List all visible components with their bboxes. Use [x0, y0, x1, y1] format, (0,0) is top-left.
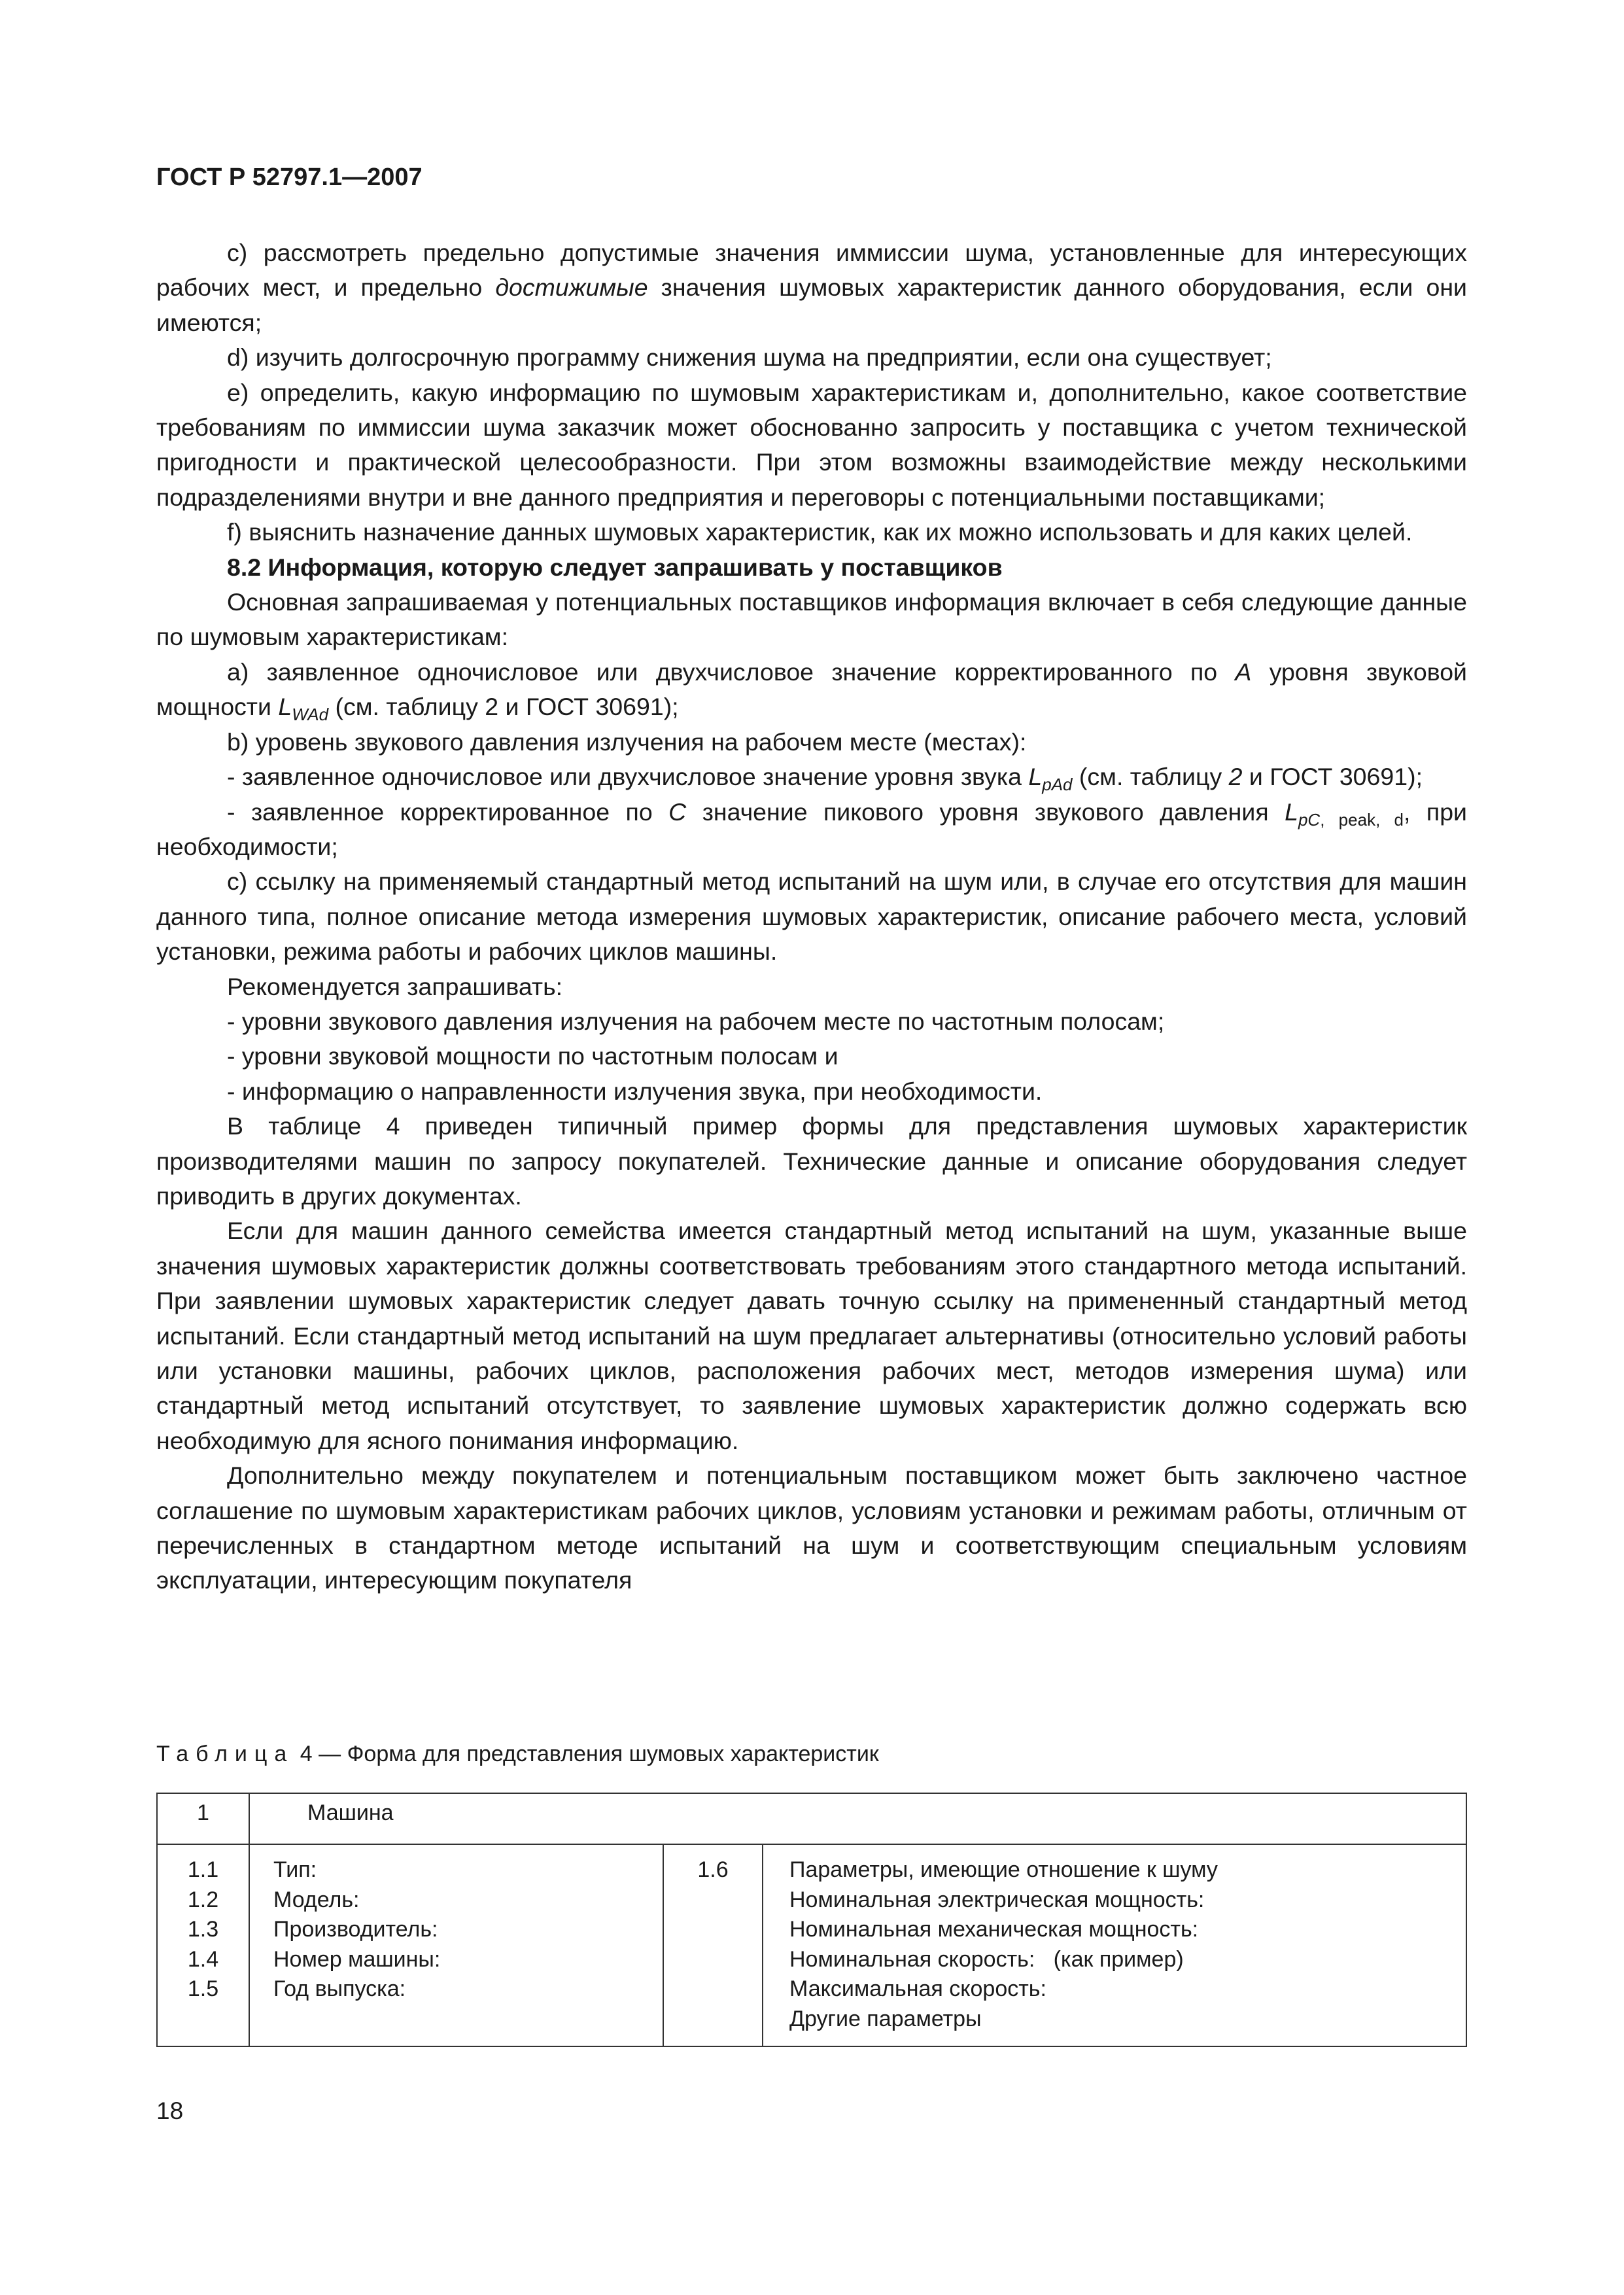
text-span: значение пикового уровня звукового давления [686, 797, 1285, 826]
field-label: Производитель: [273, 1917, 438, 1942]
row-number: 1.4 [187, 1946, 219, 1972]
recommend-item: - информацию о направленности излучения звука, при необходимости. [227, 1077, 1043, 1105]
field-label: Параметры, имеющие отношение к шуму [789, 1857, 1218, 1882]
table-caption [156, 1742, 879, 1767]
symbol: C [668, 797, 687, 826]
table-body-row [157, 1844, 1466, 2046]
recommend-item: - уровни звуковой мощности по частотным полосам и [227, 1042, 838, 1070]
field-label: Номинальная механическая мощность: [789, 1917, 1199, 1942]
emphasis: достижимые [495, 273, 648, 302]
page-number: 18 [156, 2097, 184, 2124]
field-label: Номинальная скорость: (как пример) [789, 1946, 1184, 1972]
symbol: L [1285, 797, 1298, 826]
noise-form-table [156, 1793, 1467, 2047]
item-e-paragraph: e) определить, какую информацию по шумовым характеристикам и, дополнительно, какое соответствие требованиям по иммиссии шума заказчик может обоснованно запросить у поставщика с учетом технической пригодности и практической целесообразности. При этом возможны взаимодействие между несколькими подразделениями внутри и вне данного предприятия и переговоры с потенциальными поставщиками; [156, 378, 1467, 511]
section-heading: 8.2 Информация, которую следует запрашивать у поставщиков [227, 553, 1003, 581]
text-span: a) заявленное одночисловое или двухчисловое значение корректированного по [227, 657, 1235, 686]
text-span: , при необходимости; [156, 797, 1467, 860]
field-label: Максимальная скорость: [789, 1976, 1046, 2001]
item-a-paragraph [156, 655, 1467, 725]
text-span: c) рассмотреть предельно допустимые значения иммиссии шума, установленные для интересующих рабочих мест, и предельно [156, 239, 1467, 302]
subscript: , peak, d [1320, 809, 1404, 830]
standard-method-paragraph: Если для машин данного семейства имеется стандартный метод испытаний на шум, указанные выше значения шумовых характеристик должны соответствовать требованиям этого стандартного метода испытаний. При заявлении шумовых характеристик следует давать точную ссылку на примененный стандартный метод испытаний. Если стандартный метод испытаний на шум предлагает альтернативы (относительно условий работы или установки машины, рабочих циклов, расположения рабочих мест, методов измерения шума) или стандартный метод испытаний отсутствует, то заявление шумовых характеристик должно содержать всю необходимую для ясного понимания информацию. [156, 1217, 1467, 1454]
item-c-paragraph [156, 236, 1467, 340]
field-label: Номинальная электрическая мощность: [789, 1887, 1205, 1912]
right-label-cell [763, 1844, 1466, 2046]
text-span: уровня звуковой мощности [156, 657, 1468, 721]
item-c2-paragraph: c) ссылку на применяемый стандартный метод испытаний на шум или, в случае его отсутствия для машин данного типа, полное описание метода измерения шумовых характеристик, описание рабочего места, условий установки, режима работы и рабочих циклов машины. [156, 867, 1467, 966]
header-title-cell: Машина [249, 1793, 1466, 1844]
recommend-item: - уровни звукового давления излучения на рабочем месте по частотным полосам; [227, 1007, 1165, 1035]
left-label-cell [249, 1844, 663, 2046]
field-label: Номер машины: [273, 1946, 441, 1972]
table-caption-label: Таблица [156, 1742, 294, 1766]
symbol: L [1028, 763, 1043, 791]
header-number-cell: 1 [157, 1793, 249, 1844]
intro-paragraph: Основная запрашиваемая у потенциальных поставщиков информация включает в себя следующие данные по шумовым характеристикам: [156, 588, 1467, 651]
item-b1-paragraph [156, 760, 1467, 794]
field-label: Год выпуска: [273, 1976, 406, 2001]
field-label: Модель: [273, 1887, 360, 1912]
text-span: и ГОСТ 30691); [1242, 763, 1423, 791]
item-f-paragraph: f) выяснить назначение данных шумовых характеристик, как их можно использовать и для каких целей. [227, 518, 1413, 546]
item-d-paragraph: d) изучить долгосрочную программу снижения шума на предприятии, если она существует; [227, 343, 1272, 372]
subscript: pC [1298, 809, 1321, 830]
symbol: A [1235, 657, 1252, 686]
row-number: 1.3 [187, 1917, 219, 1942]
row-number: 1.5 [187, 1976, 219, 2001]
table-reference-paragraph: В таблице 4 приведен типичный пример формы для представления шумовых характеристик производителями машин по запросу покупателей. Технические данные и описание оборудования следует приводить в других документах. [156, 1112, 1467, 1210]
recommend-paragraph: Рекомендуется запрашивать: [227, 972, 563, 1000]
text-span: значения шумовых характеристик данного оборудования, если они имеются; [156, 273, 1467, 336]
field-label: Тип: [273, 1857, 317, 1882]
subscript: pAd [1042, 775, 1073, 795]
field-label: Другие параметры [789, 2006, 982, 2031]
body-text [156, 236, 1467, 1598]
subscript: WAd [292, 705, 329, 725]
table-caption-number: 4 [294, 1742, 313, 1766]
row-number: 1.2 [187, 1887, 219, 1912]
table-header-row [157, 1793, 1466, 1844]
emphasis: 2 [1228, 763, 1243, 791]
item-b2-paragraph [156, 795, 1467, 865]
row-number: 1.6 [697, 1857, 729, 1882]
text-span: - заявленное одночисловое или двухчисловое значение уровня звука [227, 763, 1029, 791]
item-b-paragraph: b) уровень звукового давления излучения на рабочем месте (местах): [227, 727, 1027, 756]
text-span: (см. таблицу [1072, 763, 1229, 791]
middle-number-cell [663, 1844, 763, 2046]
text-span: (см. таблицу 2 и ГОСТ 30691); [328, 693, 679, 721]
text-span: - заявленное корректированное по [227, 797, 669, 826]
left-number-cell [157, 1844, 249, 2046]
document-header: ГОСТ Р 52797.1—2007 [156, 164, 423, 191]
row-number: 1.1 [187, 1857, 219, 1882]
table-caption-text: — Форма для представления шумовых характеристик [312, 1742, 879, 1766]
symbol: L [278, 693, 292, 721]
additional-agreement-paragraph: Дополнительно между покупателем и потенциальным поставщиком может быть заключено частное соглашение по шумовым характеристикам рабочих циклов, условиям установки и режимам работы, отличным от перечисленных в стандартном методе испытаний на шум и соответствующим специальным условиям эксплуатации, интересующим покупателя [156, 1462, 1467, 1594]
